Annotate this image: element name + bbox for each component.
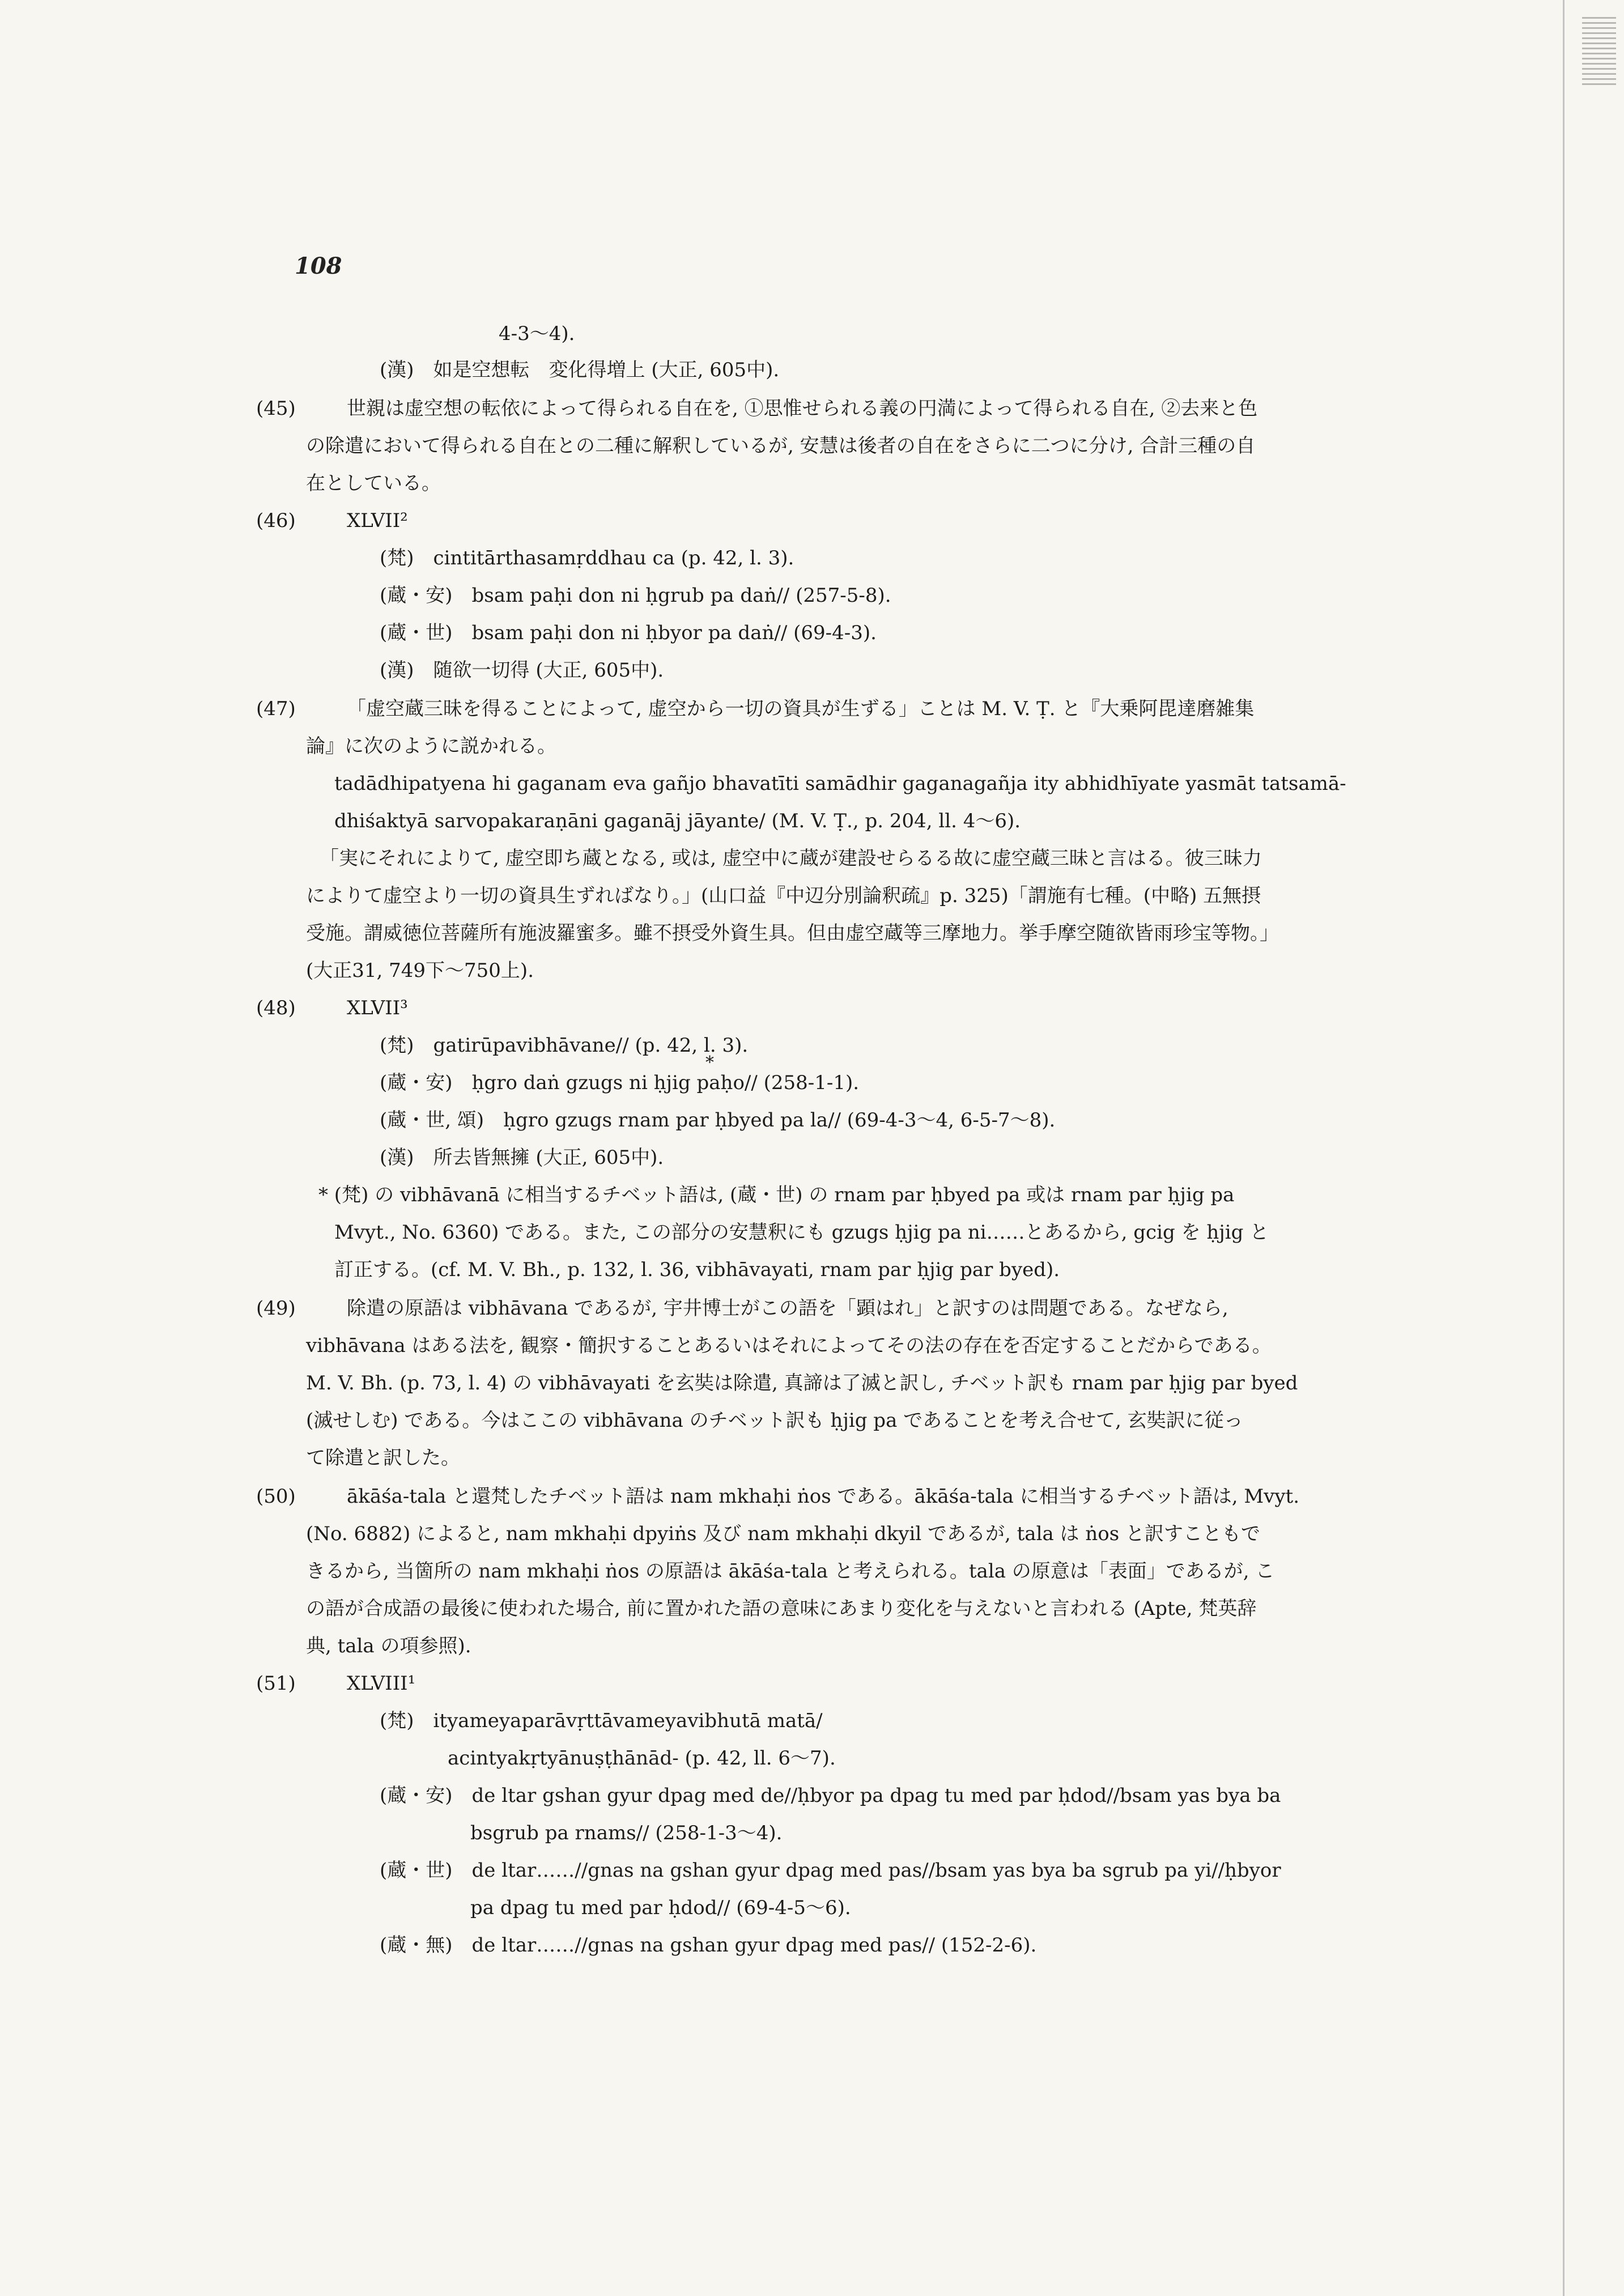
text-line: (大正31, 749下〜750上). — [306, 959, 534, 982]
text-line: bsgrub pa rnams// (258-1-3〜4). — [470, 1822, 783, 1844]
text-line: acintyakṛtyānuṣṭhānād- (p. 42, ll. 6〜7). — [448, 1747, 836, 1770]
page-number: 108 — [295, 253, 342, 279]
text-line: Mvyt., No. 6360) である。また, この部分の安慧釈にも gzugs ḥjig pa ni……とあるから, gcig を ḥjig と — [334, 1221, 1269, 1244]
text-line: 「実にそれによりて, 虚空即ち蔵となる, 或は, 虚空中に蔵が建設せらるる故に虚空蔵三昧と言はる。彼三昧力 — [320, 847, 1262, 870]
text-line: 「虚空蔵三昧を得ることによって, 虚空から一切の資具が生ずる」ことは M. V. Ṭ. と『大乗阿毘達磨雑集 — [347, 698, 1255, 720]
text-line: 世親は虚空想の転依によって得られる自在を, ①思惟せられる義の円満によって得られる自在, ②去来と色 — [347, 397, 1258, 420]
text-line: 典, tala の項参照). — [306, 1635, 471, 1657]
note-number: (50) — [256, 1485, 296, 1508]
scan-edge-line — [1563, 0, 1565, 2296]
text-line: (蔵・世) bsam paḥi don ni ḥbyor pa daṅ// (69-4-3). — [380, 622, 877, 644]
text-line: XLVII³ — [347, 997, 408, 1019]
note-number: (48) — [256, 997, 296, 1019]
text-line: の語が合成語の最後に使われた場合, 前に置かれた語の意味にあまり変化を与えないと言われる (Apte, 梵英辞 — [306, 1597, 1257, 1620]
text-line: 論』に次のように説かれる。 — [306, 735, 556, 758]
text-line: (蔵・安) bsam paḥi don ni ḥgrub pa daṅ// (257-5-8). — [380, 584, 891, 607]
text-line: て除遣と訳した。 — [306, 1447, 460, 1469]
text-line: 除遣の原語は vibhāvana であるが, 宇井博士がこの語を「顕はれ」と訳すのは問題である。なぜなら, — [347, 1297, 1228, 1320]
text-line: 4-3〜4). — [499, 322, 575, 345]
text-line: XLVII² — [347, 509, 408, 532]
text-line: vibhāvana はある法を, 観察・簡択することあるいはそれによってその法の存在を否定することだからである。 — [306, 1334, 1272, 1357]
text-line: 訂正する。(cf. M. V. Bh., p. 132, l. 36, vibhāvayati, rnam par ḥjig par byed). — [334, 1258, 1060, 1281]
text-line: (蔵・世, 頌) ḥgro gzugs rnam par ḥbyed pa la// (69-4-3〜4, 6-5-7〜8). — [380, 1109, 1056, 1132]
text-line: (滅せしむ) である。今はここの vibhāvana のチベット訳も ḥjig pa であることを考え合せて, 玄奘訳に従っ — [306, 1409, 1243, 1432]
note-number: (46) — [256, 509, 296, 532]
text-line: pa dpag tu med par ḥdod// (69-4-5〜6). — [470, 1897, 851, 1919]
text-line: XLVIII¹ — [347, 1672, 416, 1695]
text-line: (漢) 如是空想転 変化得増上 (大正, 605中). — [380, 359, 780, 381]
text-line: (梵) gatirūpavibhāvane// (p. 42, l. 3). — [380, 1034, 749, 1057]
text-line: ākāśa-tala と還梵したチベット語は nam mkhaḥi ṅos である。ākāśa-tala に相当するチベット語は, Mvyt. — [347, 1485, 1300, 1508]
text-line: (No. 6882) によると, nam mkhaḥi dpyiṅs 及び nam mkhaḥi dkyil であるが, tala は ṅos と訳すこともで — [306, 1523, 1260, 1545]
text-line: 在としている。 — [306, 472, 441, 495]
text-line: tadādhipatyena hi gaganam eva gañjo bhavatīti samādhir gaganagañja ity abhidhīyate yasmāt tatsamā- — [334, 772, 1346, 795]
note-number: (47) — [256, 698, 296, 720]
text-line: (蔵・安) ḥgro daṅ gzugs ni ḥjig paḥo// (258-1-1). — [380, 1072, 860, 1094]
text-line: (漢) 随欲一切得 (大正, 605中). — [380, 659, 664, 682]
text-line: dhiśaktyā sarvopakaraṇāni gaganāj jāyante/ (M. V. Ṭ., p. 204, ll. 4〜6). — [334, 810, 1021, 832]
text-line: (蔵・無) de ltar……//gnas na gshan gyur dpag med pas// (152-2-6). — [380, 1934, 1037, 1957]
text-line: (梵) ityameyaparāvṛttāvameyavibhutā matā/ — [380, 1710, 823, 1732]
note-number: (49) — [256, 1297, 296, 1320]
text-line: (蔵・安) de ltar gshan gyur dpag med de//ḥbyor pa dpag tu med par ḥdod//bsam yas bya ba — [380, 1784, 1281, 1807]
asterisk-mark: * — [705, 1053, 714, 1073]
note-number: (45) — [256, 397, 296, 420]
text-line: きるから, 当箇所の nam mkhaḥi ṅos の原語は ākāśa-tala と考えられる。tala の原意は「表面」であるが, こ — [306, 1560, 1275, 1583]
text-line: 受施。謂威徳位菩薩所有施波羅蜜多。雖不摂受外資生具。但由虚空蔵等三摩地力。挙手摩空随欲皆雨珍宝等物。」 — [306, 922, 1279, 945]
text-line: (梵) cintitārthasamṛddhau ca (p. 42, l. 3). — [380, 547, 794, 569]
text-line: M. V. Bh. (p. 73, l. 4) の vibhāvayati を玄奘は除遣, 真諦は了滅と訳し, チベット訳も rnam par ḥjig par byed — [306, 1372, 1298, 1394]
scan-edge-artifact — [1582, 17, 1616, 85]
text-line: (蔵・世) de ltar……//gnas na gshan gyur dpag med pas//bsam yas bya ba sgrub pa yi//ḥbyor — [380, 1859, 1281, 1882]
text-line: (漢) 所去皆無擁 (大正, 605中). — [380, 1146, 664, 1169]
note-number: (51) — [256, 1672, 296, 1695]
text-line: の除遣において得られる自在との二種に解釈しているが, 安慧は後者の自在をさらに二つに分け, 合計三種の自 — [306, 435, 1256, 457]
text-line: によりて虚空より一切の資具生ずればなり。」(山口益『中辺分別論釈疏』p. 325)「謂施有七種。(中略) 五無摂 — [306, 885, 1261, 907]
text-line: * (梵) の vibhāvanā に相当するチベット語は, (蔵・世) の rnam par ḥbyed pa 或は rnam par ḥjig pa — [318, 1184, 1235, 1206]
